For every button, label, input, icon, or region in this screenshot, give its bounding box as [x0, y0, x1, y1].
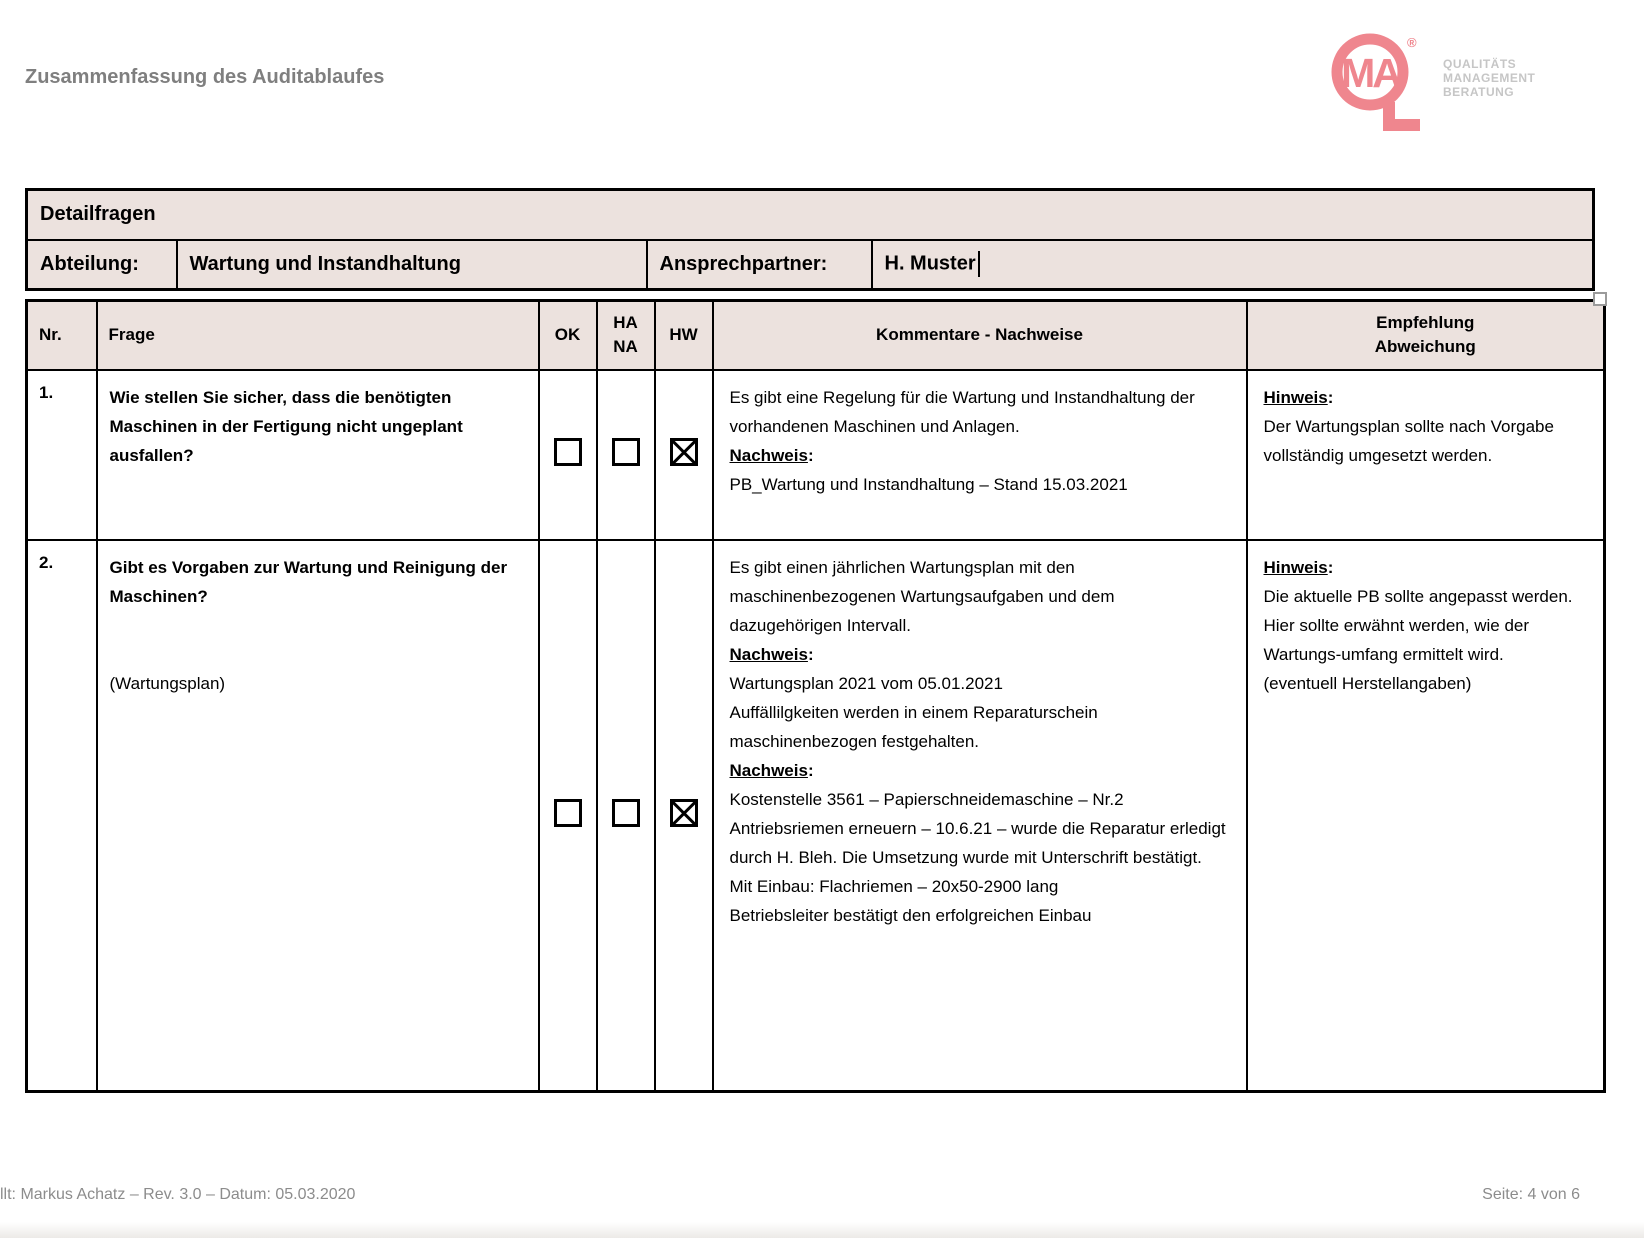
- logo-monogram: MA: [1341, 50, 1399, 96]
- logo-trademark: ®: [1407, 35, 1417, 50]
- hinweis-heading: Hinweis:: [1263, 557, 1334, 577]
- column-header-row: [27, 301, 1605, 370]
- column-header-nr: Nr.: [27, 301, 97, 370]
- checkbox-cell-ha-na[interactable]: [597, 370, 655, 540]
- text-cursor: [978, 251, 980, 277]
- nachweis-heading: Nachweis:: [729, 445, 814, 465]
- checkbox-cell-hw[interactable]: [655, 370, 713, 540]
- question-text: Gibt es Vorgaben zur Wartung und Reinigung der Maschinen?: [109, 557, 508, 606]
- logo-caption-line: QUALITÄTS: [1443, 57, 1517, 71]
- page-bottom-edge: [0, 1222, 1644, 1238]
- checkbox-ok[interactable]: [554, 438, 582, 466]
- checkbox-hw[interactable]: [670, 799, 698, 827]
- detail-header-table: [25, 188, 1595, 291]
- table-title-row: [27, 190, 1594, 240]
- question-text: Wie stellen Sie sicher, dass die benötigten Maschinen in der Fertigung nicht ungeplant ausfallen?: [109, 387, 463, 465]
- recommendation-cell[interactable]: [1247, 540, 1605, 1092]
- department-value[interactable]: Wartung und Instandhaltung: [177, 240, 647, 290]
- checkbox-hw[interactable]: [670, 438, 698, 466]
- checkbox-ha-na[interactable]: [612, 799, 640, 827]
- column-header-ok: OK: [539, 301, 597, 370]
- contact-value[interactable]: [872, 240, 1594, 290]
- recommendation-text: (eventuell Herstellangaben): [1263, 673, 1472, 693]
- column-header-kommentare: Kommentare - Nachweise: [713, 301, 1247, 370]
- checkbox-ok[interactable]: [554, 799, 582, 827]
- table-title: Detailfragen: [27, 190, 1594, 240]
- audit-questions-table: [25, 299, 1606, 1093]
- comment-cell[interactable]: [713, 370, 1247, 540]
- contact-label: Ansprechpartner:: [647, 240, 872, 290]
- recommendation-text: Der Wartungsplan sollte nach Vorgabe vollständig umgesetzt werden.: [1263, 416, 1554, 465]
- logo-caption-line: BERATUNG: [1443, 85, 1515, 99]
- comment-paragraph: Es gibt eine Regelung für die Wartung und Instandhaltung der vorhandenen Maschinen und Anlagen.: [729, 387, 1195, 436]
- department-row: [27, 240, 1594, 290]
- comment-paragraph: Auffällilgkeiten werden in einem Reparaturschein maschinenbezogen festgehalten.: [729, 702, 1098, 751]
- row-number: 1.: [27, 370, 97, 540]
- evidence-text: PB_Wartung und Instandhaltung – Stand 15.03.2021: [729, 474, 1128, 494]
- comment-paragraph: Betriebsleiter bestätigt den erfolgreichen Einbau: [729, 905, 1092, 925]
- question-row-1: [27, 370, 1605, 540]
- logo-caption-line: MANAGEMENT: [1443, 71, 1536, 85]
- checkbox-cell-ok[interactable]: [539, 540, 597, 1092]
- question-cell[interactable]: [97, 370, 539, 540]
- column-header-ha-na: [597, 301, 655, 370]
- logo-caption: [1443, 57, 1535, 99]
- empfehlung-label: Empfehlung: [1376, 313, 1475, 333]
- recommendation-cell[interactable]: [1247, 370, 1605, 540]
- checkbox-cell-hw[interactable]: [655, 540, 713, 1092]
- nachweis-heading: Nachweis:: [729, 760, 814, 780]
- footer-author-info: llt: Markus Achatz – Rev. 3.0 – Datum: 05.03.2020: [0, 1186, 356, 1203]
- question-cell[interactable]: [97, 540, 539, 1092]
- checkbox-cell-ha-na[interactable]: [597, 540, 655, 1092]
- checkbox-cell-ok[interactable]: [539, 370, 597, 540]
- question-note: (Wartungsplan): [109, 673, 226, 693]
- comment-paragraph: Es gibt einen jährlichen Wartungsplan mit den maschinenbezogenen Wartungsaufgaben und dem dazugehörigen Intervall.: [729, 557, 1115, 635]
- row-number: 2.: [27, 540, 97, 1092]
- footer-page-number: Seite: 4 von 6: [1482, 1186, 1580, 1203]
- column-header-frage: Frage: [97, 301, 539, 370]
- na-label: NA: [613, 337, 638, 357]
- column-header-hw: HW: [655, 301, 713, 370]
- recommendation-text: Die aktuelle PB sollte angepasst werden. Hier sollte erwähnt werden, wie der Wartungs-umfang ermittelt wird.: [1263, 586, 1573, 664]
- column-header-empfehlung: [1247, 301, 1605, 370]
- question-row-2: [27, 540, 1605, 1092]
- contact-value-text: H. Muster: [884, 252, 976, 275]
- comment-cell[interactable]: [713, 540, 1247, 1092]
- table-resize-handle[interactable]: [1593, 292, 1607, 306]
- nachweis-heading: Nachweis:: [729, 644, 814, 664]
- evidence-text: Kostenstelle 3561 – Papierschneidemaschine – Nr.2: [729, 789, 1124, 809]
- hinweis-heading: Hinweis:: [1263, 387, 1334, 407]
- abweichung-label: Abweichung: [1374, 337, 1476, 357]
- checkbox-ha-na[interactable]: [612, 438, 640, 466]
- evidence-text: Antriebsriemen erneuern – 10.6.21 – wurde die Reparatur erledigt durch H. Bleh. Die Umsetzung wurde mit Unterschrift bestätigt.: [729, 818, 1226, 867]
- comment-paragraph: Mit Einbau: Flachriemen – 20x50-2900 lang: [729, 876, 1059, 896]
- evidence-text: Wartungsplan 2021 vom 05.01.2021: [729, 673, 1003, 693]
- page-title: Zusammenfassung des Auditablaufes: [25, 66, 385, 88]
- ha-label: HA: [613, 313, 638, 333]
- department-label: Abteilung:: [27, 240, 177, 290]
